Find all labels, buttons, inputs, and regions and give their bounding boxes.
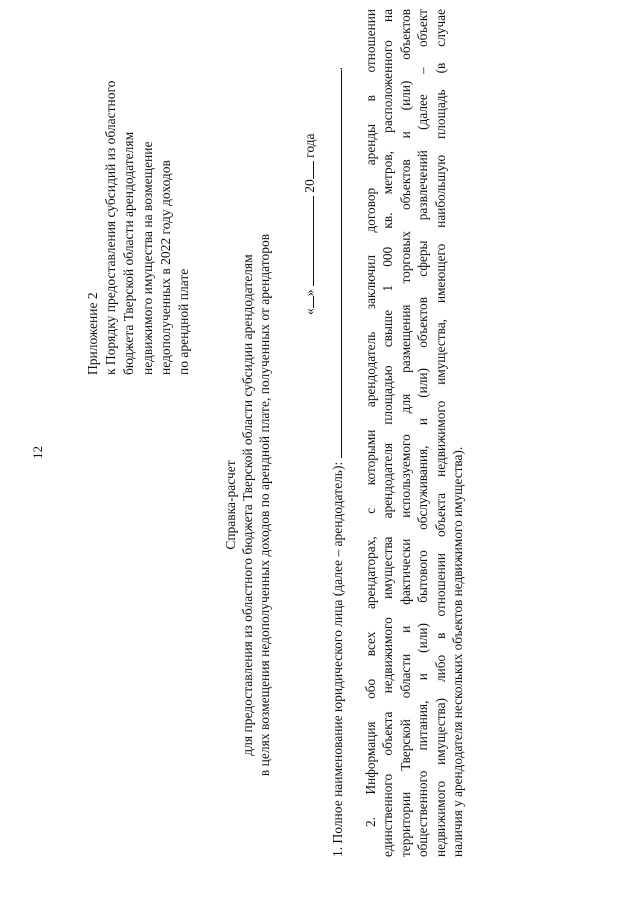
item2-line: 2. Информация обо всех арендаторах, с которыми арендодатель заключил договор аренды в отношении	[363, 9, 378, 827]
document-title	[222, 145, 273, 865]
title-line: Справка-расчет	[223, 460, 238, 550]
year-prefix: 20	[302, 179, 317, 193]
appendix-line: к Порядку предоставления субсидий из областного	[103, 80, 119, 375]
item2-line: общественного питания, и (или) бытового обслуживания, и (или) объектов сферы развлечений (далее – объект	[415, 9, 431, 857]
month-blank[interactable]	[300, 196, 314, 286]
item2-line: наличия у арендодателя нескольких объектов недвижимого имущества).	[450, 446, 466, 857]
year-suffix: года	[302, 133, 317, 158]
appendix-line: недополученных в 2022 году доходов	[157, 160, 173, 375]
item2-paragraph	[362, 9, 466, 857]
appendix-header	[84, 35, 193, 375]
year-blank[interactable]	[300, 161, 314, 179]
item1-legal-name	[328, 37, 346, 857]
item2-line: территории Тверской области и фактически используемого для размещения торговых объектов и (или) объектов	[397, 9, 413, 857]
appendix-line: бюджета Тверской области арендодателям	[121, 131, 137, 375]
day-blank[interactable]	[300, 296, 314, 308]
title-line: для предоставления из областного бюджета Тверской области субсидии арендодателям	[240, 254, 255, 756]
page-number: 12	[30, 446, 45, 459]
item2-line: единственного объекта недвижимого имущества арендодателя площадью свыше 1 000 кв. метров, расположенного на	[380, 9, 396, 857]
legal-name-blank[interactable]	[328, 70, 342, 458]
date-close-quote: »	[302, 289, 317, 297]
item1-label: 1. Полное наименование юридического лица (далее – арендодатель):	[330, 461, 345, 857]
item2-line: недвижимого имущества) либо в отношении объекта недвижимого имущества, имеющего наибольшую площадь (в случае	[432, 9, 448, 857]
appendix-line: по арендной плате	[176, 268, 192, 375]
appendix-line: недвижимого имущества на возмещение	[139, 141, 155, 375]
appendix-line: Приложение 2	[85, 292, 100, 375]
item1-end: .	[330, 67, 345, 71]
date-open-quote: «	[302, 308, 317, 315]
title-line: в целях возмещения недополученных доходов по арендной плате, полученных от арендаторов	[257, 233, 272, 777]
date-line	[300, 15, 318, 315]
